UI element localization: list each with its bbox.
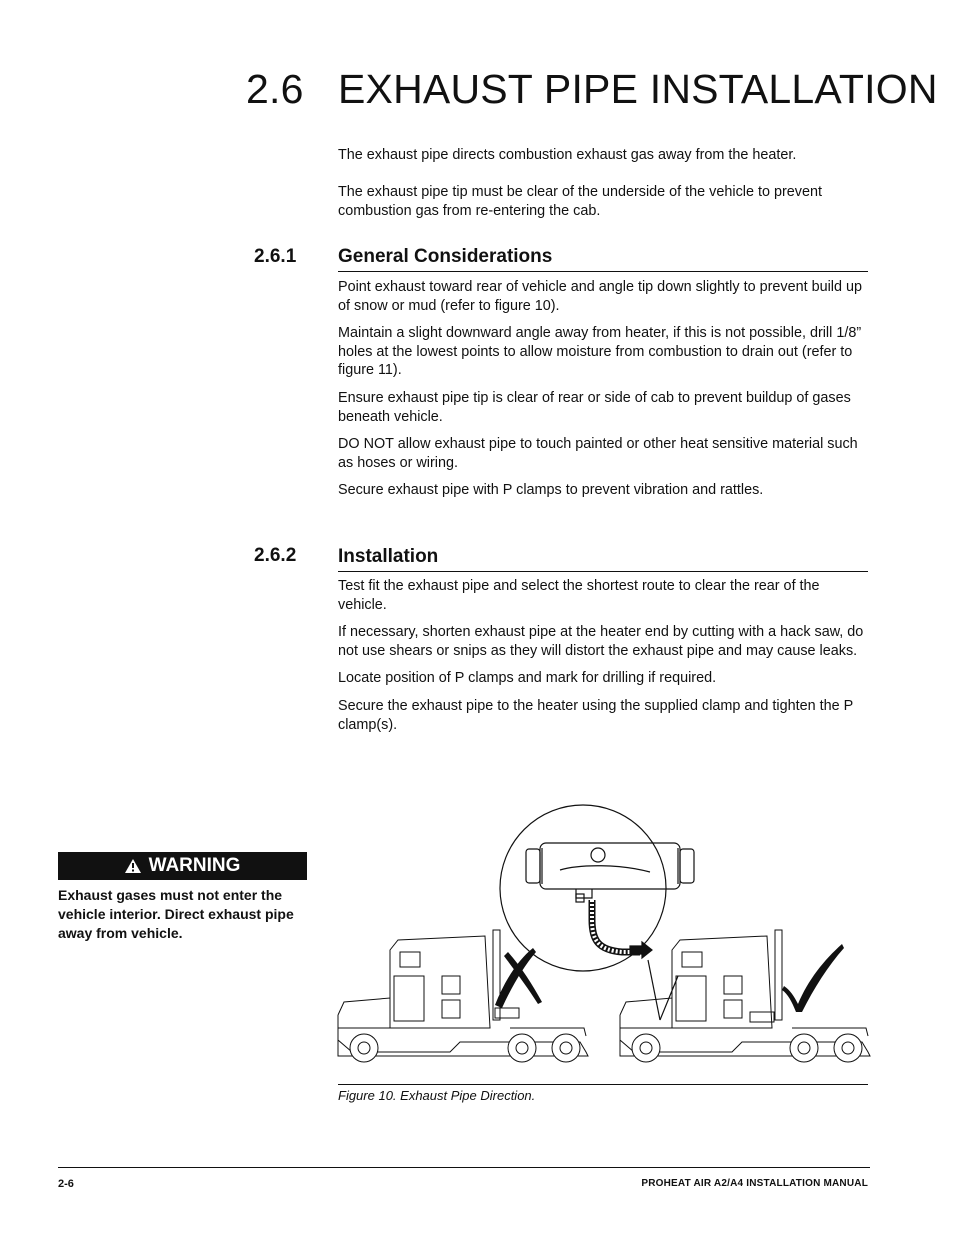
truck-right-icon: [620, 930, 870, 1062]
intro-paragraph-2: The exhaust pipe tip must be clear of the underside of the vehicle to prevent combustion gas from re-entering the cab.: [338, 184, 822, 219]
section-number: 2.6: [246, 66, 304, 112]
page-number: 2-6: [58, 1178, 74, 1190]
paragraph: Maintain a slight downward angle away from heater, if this is not possible, drill 1/8” holes at the lowest points to allow moisture from combustion to drain out (refer to figure 11).: [338, 325, 862, 379]
warning-label: WARNING: [148, 855, 241, 876]
cross-mark-icon: [495, 948, 542, 1008]
subsection-body: [338, 278, 870, 509]
subsection-number: 2.6.2: [254, 545, 297, 566]
warning-triangle-icon: [125, 859, 141, 873]
warning-banner: [58, 852, 307, 880]
paragraph: Locate position of P clamps and mark for drilling if required.: [338, 670, 717, 687]
exhaust-direction-figure: [330, 780, 880, 1080]
check-mark-icon: [782, 944, 844, 1012]
paragraph: Point exhaust toward rear of vehicle and angle tip down slightly to prevent build up of snow or mud (refer to figure 10).: [338, 279, 862, 314]
subsection-title: Installation: [338, 546, 868, 572]
page-title: [246, 66, 938, 113]
paragraph: If necessary, shorten exhaust pipe at the heater end by cutting with a hack saw, do not use shears or snips as they will distort the exhaust pipe and may cause leaks.: [338, 624, 864, 659]
paragraph: DO NOT allow exhaust pipe to touch painted or other heat sensitive material such as hoses or wiring.: [338, 436, 858, 471]
subsection-number: 2.6.1: [254, 246, 297, 267]
figure-caption: Figure 10. Exhaust Pipe Direction.: [338, 1088, 536, 1103]
paragraph: Secure the exhaust pipe to the heater using the supplied clamp and tighten the P clamp(s).: [338, 697, 853, 733]
intro-paragraph-1: The exhaust pipe directs combustion exhaust gas away from the heater.: [338, 147, 797, 163]
figure-rule: [338, 1084, 868, 1085]
paragraph: Ensure exhaust pipe tip is clear of rear or side of cab to prevent buildup of gases beneath vehicle.: [338, 389, 851, 425]
subsection-title: General Considerations: [338, 246, 868, 272]
manual-title: PROHEAT AIR A2/A4 INSTALLATION MANUAL: [641, 1178, 868, 1189]
footer-rule: [58, 1167, 870, 1168]
section-title: EXHAUST PIPE INSTALLATION: [338, 66, 938, 112]
subsection-body: [338, 577, 870, 743]
paragraph: Test fit the exhaust pipe and select the shortest route to clear the rear of the vehicle.: [338, 578, 820, 613]
paragraph: Secure exhaust pipe with P clamps to prevent vibration and rattles.: [338, 482, 764, 499]
warning-text: Exhaust gases must not enter the vehicle interior. Direct exhaust pipe away from vehicle.: [58, 887, 294, 941]
